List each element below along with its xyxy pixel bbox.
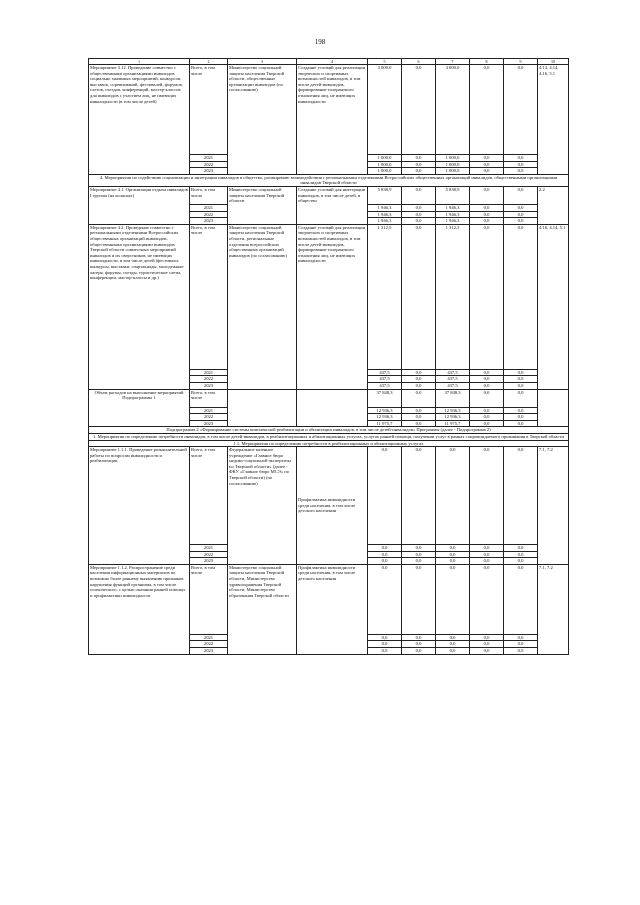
table-cell: 2021 xyxy=(190,204,228,211)
table-cell: 437,5 xyxy=(436,369,470,376)
table-cell: 7 xyxy=(436,59,470,65)
table-cell: 437,5 xyxy=(368,369,402,376)
table-cell: 2 xyxy=(190,59,228,65)
table-cell: 437,5 xyxy=(436,376,470,383)
table-cell: 2022 xyxy=(190,551,228,558)
table-cell: 0,0 xyxy=(402,564,436,634)
table-cell: 1 312,5 xyxy=(436,224,470,369)
table-cell: 2021 xyxy=(190,545,228,552)
table-cell: 0,0 xyxy=(368,641,402,648)
table-cell: 1. Мероприятия по определению потребности инвалидов, в том числе детей-инвалидов, в реабилитационных и абилитационных услугах, услугах ранней помощи, получении услуг в рамках сопровождаемого проживания в Тверской области xyxy=(89,433,569,440)
table-cell: 437,5 xyxy=(368,376,402,383)
table-cell xyxy=(228,389,297,427)
table-cell: 0,0 xyxy=(470,558,504,565)
table-cell: 0,0 xyxy=(504,369,538,376)
table-cell: 0,0 xyxy=(504,414,538,421)
table-cell: 0,0 xyxy=(470,407,504,414)
table-cell: 4 xyxy=(297,59,368,65)
table-cell: 0,0 xyxy=(470,648,504,655)
table-cell: 0,0 xyxy=(402,369,436,376)
table-cell: 0,0 xyxy=(402,634,436,641)
table-cell: 2021 xyxy=(190,369,228,376)
table-cell: 0,0 xyxy=(470,634,504,641)
program-table xyxy=(88,58,569,655)
table-row xyxy=(89,447,569,545)
table-cell: 0,0 xyxy=(402,65,436,155)
table-cell: 0,0 xyxy=(504,545,538,552)
table-cell: 11 975,7 xyxy=(368,420,402,427)
table-cell: 0,0 xyxy=(470,389,504,407)
table-cell: 0,0 xyxy=(504,211,538,218)
table-cell: 0,0 xyxy=(402,545,436,552)
table-cell: 1 000,0 xyxy=(436,155,470,162)
table-cell: Создание условий для реализации творческих и спортивных возможностей инвалидов, в том числе детей-инвалидов, формирование толерантного отношения лиц, не имеющих инвалидности xyxy=(297,224,368,389)
table-cell: 0,0 xyxy=(504,407,538,414)
table-cell: 0,0 xyxy=(504,186,538,204)
table-cell: Всего, в том числе xyxy=(190,65,228,155)
table-cell: Создание условий для реализации творческих и спортивных возможностей инвалидов, в том числе детей-инвалидов, формирование толерантного отношения лиц, не имеющих инвалидности xyxy=(297,65,368,175)
table-cell: 0,0 xyxy=(470,545,504,552)
table-cell: 6 xyxy=(402,59,436,65)
table-cell: 0,0 xyxy=(470,204,504,211)
table-cell: 0,0 xyxy=(470,414,504,421)
table-cell: Создание условий для интеграции инвалидов, в том числе детей, в общество xyxy=(297,186,368,224)
table-cell: 0,0 xyxy=(368,648,402,655)
table-cell: 0,0 xyxy=(504,447,538,545)
table-cell: Федеральное казенное учреждение «Главное бюро медико-социальной экспертизы по Тверской области» (далее - ФКУ «Главное бюро МСЭ» по Тверской области) (по согласованию) xyxy=(228,447,297,565)
table-cell: 0,0 xyxy=(402,641,436,648)
table-cell: Профилактика инвалидности среди населения, в том числе детского населения xyxy=(297,447,368,565)
table-cell: 0,0 xyxy=(504,648,538,655)
table-cell: Всего, в том числе xyxy=(190,224,228,369)
table-cell: 0,0 xyxy=(402,420,436,427)
table-cell: Всего, в том числе xyxy=(190,564,228,634)
table-cell: 0,0 xyxy=(470,641,504,648)
table-cell: 437,5 xyxy=(368,382,402,389)
table-cell: 0,0 xyxy=(368,447,402,545)
table-cell: 1 000,0 xyxy=(368,168,402,175)
table-cell: 0,0 xyxy=(470,168,504,175)
table-cell: 1.1. Мероприятия по определению потребности в реабилитационных и абилитационных услугах xyxy=(89,440,569,447)
table-cell: 0,0 xyxy=(402,389,436,407)
table-cell: 0,0 xyxy=(402,558,436,565)
table-cell: 0,0 xyxy=(402,407,436,414)
table-cell: 0,0 xyxy=(504,204,538,211)
table-cell: 5 838,9 xyxy=(368,186,402,204)
table-cell: 9 xyxy=(504,59,538,65)
table-cell: 0,0 xyxy=(368,551,402,558)
table-cell: Всего, в том числе xyxy=(190,447,228,545)
table-cell: 0,0 xyxy=(402,551,436,558)
table-cell xyxy=(297,389,368,427)
table-cell: 2023 xyxy=(190,648,228,655)
table-cell: 0,0 xyxy=(436,447,470,545)
table-cell: 0,0 xyxy=(402,414,436,421)
table-cell: Подпрограмма 2 «Формирование системы комплексной реабилитации и абилитации инвалидов, в том числе детей-инвалидов» Программы (далее - Подпрограмма 2) xyxy=(89,427,569,434)
table-cell: 0,0 xyxy=(368,545,402,552)
table-cell: 0,0 xyxy=(504,564,538,634)
table-cell: Мероприятие 4.2. Проведение совместно с региональными отделениями Всероссийских общественных организаций инвалидов, общественными организациями инвалидов Тверской области совместных мероприятий инвалидов и их сверстников, не имеющих инвалидности, в том числе детей (фестивали, конкурсы, выставки, спартакиады, молодежные лагеря, форумы, съезды, туристические слеты, конференции, мастер-классы и др.) xyxy=(89,224,190,389)
table-cell: 0,0 xyxy=(504,420,538,427)
table-cell: 0,0 xyxy=(504,376,538,383)
table-cell: 1 000,0 xyxy=(436,168,470,175)
table-cell: 0,0 xyxy=(436,551,470,558)
table-cell: 0,0 xyxy=(470,551,504,558)
table-cell: 0,0 xyxy=(504,558,538,565)
table-cell: Министерство социальной защиты населения Тверской области, Министерство здравоохранения Тверской области, Министерство образования Тверской области xyxy=(228,564,297,654)
table-cell: 0,0 xyxy=(402,211,436,218)
table-cell: Мероприятие 1.1.2. Распространение среди населения информационных материалов по возможно более раннему выявлению признаков нарушения функций организма, в том числе психического, с целью оказания ранней помощи и профилактики инвалидности xyxy=(89,564,190,654)
table-cell: 0,0 xyxy=(470,155,504,162)
table-cell: 2021 xyxy=(190,634,228,641)
table-cell: Объем расходов на выполнение мероприятий Подпрограммы 1 xyxy=(89,389,190,427)
table-cell: 2.2 xyxy=(538,186,569,224)
subprogram-heading-row xyxy=(89,427,569,434)
table-cell: 37 848,3 xyxy=(436,389,470,407)
table-cell: 0,0 xyxy=(402,168,436,175)
table-cell: 0,0 xyxy=(402,648,436,655)
table-cell: 0,0 xyxy=(402,382,436,389)
table-cell: 0,0 xyxy=(504,168,538,175)
table-cell: 3 xyxy=(228,59,297,65)
table-cell: 2022 xyxy=(190,414,228,421)
table-cell: 2022 xyxy=(190,211,228,218)
table-cell: 12 936,3 xyxy=(436,414,470,421)
table-cell: 1 946,3 xyxy=(368,218,402,225)
table-cell: Министерство социальной защиты населения Тверской области, региональные отделения всероссийских общественных организаций инвалидов (по согласованию) xyxy=(228,224,297,389)
table-cell: 4. Мероприятия по содействию социализации и интеграции инвалидов в общество, расширению взаимодействия с региональными отделениями Всероссийских общественных организаций инвалидов, общественными организациями инвалидов Тверской области xyxy=(89,174,569,186)
table-cell: 0,0 xyxy=(504,634,538,641)
table-cell: 0,0 xyxy=(470,186,504,204)
table-cell: 0,0 xyxy=(402,186,436,204)
table-row xyxy=(89,65,569,155)
table-cell: 0,0 xyxy=(436,634,470,641)
table-cell: 0,0 xyxy=(368,634,402,641)
table-cell: Профилактика инвалидности среди населения, в том числе детского населения xyxy=(297,564,368,654)
table-cell: 1 946,3 xyxy=(436,211,470,218)
table-cell: 7.1, 7.2 xyxy=(538,447,569,565)
table-cell: 2022 xyxy=(190,161,228,168)
table-cell: 2022 xyxy=(190,641,228,648)
table-cell: 0,0 xyxy=(436,564,470,634)
table-cell: 0,0 xyxy=(504,65,538,155)
table-cell: 0,0 xyxy=(436,641,470,648)
table-cell: 1 946,3 xyxy=(368,211,402,218)
section-heading-row xyxy=(89,433,569,440)
table-cell: 0,0 xyxy=(504,641,538,648)
table-cell: 1 xyxy=(89,59,190,65)
table-cell: 0,0 xyxy=(470,376,504,383)
table-cell: Всего, в том числе xyxy=(190,389,228,407)
table-cell: 0,0 xyxy=(402,224,436,369)
table-cell: 3 000,0 xyxy=(368,65,402,155)
table-cell: 0,0 xyxy=(402,376,436,383)
table-cell: 0,0 xyxy=(402,155,436,162)
table-cell: 0,0 xyxy=(470,369,504,376)
table-cell: 5 xyxy=(368,59,402,65)
table-cell: 2022 xyxy=(190,376,228,383)
table-cell: 0,0 xyxy=(504,155,538,162)
table-cell: 8 xyxy=(470,59,504,65)
table-cell: 2023 xyxy=(190,382,228,389)
table-cell: 0,0 xyxy=(504,551,538,558)
table-cell: 0,0 xyxy=(402,161,436,168)
table-cell: 2023 xyxy=(190,168,228,175)
table-row xyxy=(89,564,569,634)
table-cell: 0,0 xyxy=(470,65,504,155)
table-cell: Министерство социальной защиты населения Тверской области, общественные организации инвалидов (по согласованию) xyxy=(228,65,297,175)
table-cell: 1 312,5 xyxy=(368,224,402,369)
table-cell: 0,0 xyxy=(436,648,470,655)
table-cell: 0,0 xyxy=(470,447,504,545)
table-cell: 4.13, 4.14, 4.16, 5.1 xyxy=(538,65,569,175)
table-cell: 0,0 xyxy=(470,224,504,369)
table-cell: 12 936,3 xyxy=(368,407,402,414)
table-cell: 0,0 xyxy=(470,211,504,218)
table-cell: Министерство социальной защиты населения Тверской области xyxy=(228,186,297,224)
table-cell: 0,0 xyxy=(470,382,504,389)
table-cell: 7.1, 7.2 xyxy=(538,564,569,654)
table-cell: 0,0 xyxy=(504,224,538,369)
table-cell: 2021 xyxy=(190,155,228,162)
table-cell: 4.16, 4.14, 5.1 xyxy=(538,224,569,389)
table-cell: 0,0 xyxy=(368,564,402,634)
table-cell: 437,5 xyxy=(436,382,470,389)
table-cell: 1 946,3 xyxy=(436,204,470,211)
table-cell: Мероприятие 3.12. Проведение совместно с общественными организациями инвалидов социально значимых мероприятий, конкурсов, выставок, соревнований, фестивалей, форумов, слетов, съездов, конференций, мастер-классов для инвалидов с участием лиц, не имеющих инвалидности (в том числе детей) xyxy=(89,65,190,175)
section-heading-row xyxy=(89,174,569,186)
table-cell: 2023 xyxy=(190,420,228,427)
table-cell: 0,0 xyxy=(436,545,470,552)
table-cell: 1 946,3 xyxy=(436,218,470,225)
table-cell: 12 936,3 xyxy=(436,407,470,414)
table-cell: 5 838,9 xyxy=(436,186,470,204)
page-number: 198 xyxy=(314,38,326,46)
table-row xyxy=(89,224,569,369)
table-cell: 0,0 xyxy=(470,218,504,225)
table-cell: Всего, в том числе xyxy=(190,186,228,204)
table-cell: 1 946,3 xyxy=(368,204,402,211)
table-cell: 2023 xyxy=(190,558,228,565)
table-cell: 0,0 xyxy=(470,161,504,168)
table-cell: 1 000,0 xyxy=(368,155,402,162)
table-cell: 3 000,0 xyxy=(436,65,470,155)
table-cell: 2021 xyxy=(190,407,228,414)
table-cell: 11 975,7 xyxy=(436,420,470,427)
section-heading-row xyxy=(89,440,569,447)
table-row xyxy=(89,389,569,407)
table-cell: 0,0 xyxy=(504,389,538,407)
table-row xyxy=(89,186,569,204)
table-cell: 0,0 xyxy=(436,558,470,565)
table-cell: 0,0 xyxy=(470,564,504,634)
table-cell: 0,0 xyxy=(402,447,436,545)
table-cell: 10 xyxy=(538,59,569,65)
table-cell: 0,0 xyxy=(368,558,402,565)
table-cell xyxy=(538,389,569,427)
table-cell: 2023 xyxy=(190,218,228,225)
table-cell: Мероприятие 4.1. Организация отдыха инвалидов I группы (на колясках) xyxy=(89,186,190,224)
table-cell: 37 848,3 xyxy=(368,389,402,407)
table-cell: Мероприятие 1.1.1. Проведение разъяснительной работы по вопросам инвалидности и реабилитации xyxy=(89,447,190,565)
table-cell: 12 936,3 xyxy=(368,414,402,421)
table-cell: 1 000,0 xyxy=(368,161,402,168)
table-cell: 1 000,0 xyxy=(436,161,470,168)
table-cell: 0,0 xyxy=(504,382,538,389)
table-cell: 0,0 xyxy=(470,420,504,427)
table-cell: 0,0 xyxy=(402,218,436,225)
table-cell: 0,0 xyxy=(504,218,538,225)
table-cell: 0,0 xyxy=(402,204,436,211)
table-cell: 0,0 xyxy=(504,161,538,168)
